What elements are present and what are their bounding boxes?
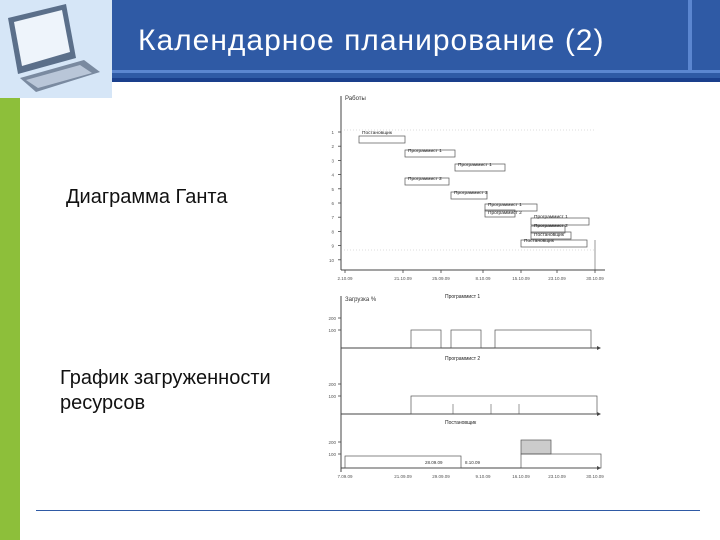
- load-block: [495, 330, 591, 348]
- header-divider: [112, 70, 720, 73]
- gantt-x-tick-label: 15.10.09: [512, 276, 530, 281]
- gantt-y-tick-label: 5: [331, 186, 334, 192]
- load-axis-title: Загрузка %: [345, 297, 377, 303]
- load-x-tick-label: 7.09.09: [337, 474, 353, 479]
- gantt-bar-label: Программист 1: [458, 163, 492, 168]
- gantt-x-tick-label: 30.10.09: [586, 276, 604, 281]
- load-label-line1: График загруженности: [60, 367, 271, 389]
- gantt-y-tick-label: 7: [331, 215, 334, 221]
- load-block: [411, 330, 441, 348]
- gantt-bar-label: Программист 2: [534, 224, 568, 229]
- load-y-tick-label: 200: [328, 440, 336, 445]
- header-vertical-divider: [688, 0, 692, 70]
- load-block: [521, 440, 551, 454]
- gantt-label: Диаграмма Ганта: [66, 186, 228, 208]
- gantt-y-tick-label: 3: [331, 158, 334, 164]
- gantt-bar-label: Программист 1: [534, 215, 568, 220]
- load-x-tick-label: 9.10.09: [475, 474, 491, 479]
- load-resource-label: Программист 1: [445, 294, 481, 300]
- load-label-line2: ресурсов: [60, 392, 146, 414]
- gantt-bar-label: Программист 2: [454, 191, 488, 196]
- resource-load-diagram: [325, 292, 615, 482]
- load-y-tick-label: 200: [328, 316, 336, 321]
- gantt-x-tick-label: 23.10.09: [548, 276, 566, 281]
- load-rows: [328, 294, 601, 470]
- gantt-bar-label: Программист 1: [408, 149, 442, 154]
- gantt-y-tick-label: 9: [331, 243, 334, 249]
- load-date-label: 8.10.09: [465, 460, 481, 465]
- gantt-bar: [359, 136, 405, 143]
- gantt-y-tick-label: 1: [331, 130, 334, 135]
- gantt-y-tick-label: 4: [331, 172, 334, 178]
- load-block: [521, 454, 601, 468]
- gantt-y-tick-label: 2: [331, 144, 334, 150]
- load-resource-label: Постановщик: [445, 420, 477, 426]
- gantt-y-ticks: [329, 130, 341, 263]
- gantt-x-tick-label: 8.10.09: [475, 276, 491, 281]
- gantt-x-tick-label: 2.10.09: [337, 276, 353, 281]
- bottom-divider: [36, 510, 700, 511]
- gantt-bar-label: Программист 2: [408, 177, 442, 182]
- computer-icon: [0, 0, 112, 98]
- load-label: [60, 366, 271, 416]
- gantt-y-tick-label: 10: [328, 257, 334, 263]
- load-x-tick-label: 16.10.09: [512, 474, 530, 479]
- gantt-bar-label: Постановщик: [362, 131, 392, 136]
- gantt-x-tick-label: 21.10.09: [394, 276, 412, 281]
- load-y-tick-label: 100: [328, 452, 336, 457]
- gantt-bar-label: Постановщик: [524, 239, 554, 244]
- load-x-tick-label: 30.10.09: [586, 474, 604, 479]
- load-x-tick-label: 23.10.09: [548, 474, 566, 479]
- load-resource-label: Программист 2: [445, 356, 481, 362]
- gantt-y-tick-label: 8: [331, 229, 334, 235]
- load-x-tick-label: 29.09.09: [432, 474, 450, 479]
- load-y-tick-label: 100: [328, 328, 336, 333]
- load-axis-arrow: [597, 412, 601, 416]
- load-axis-arrow: [597, 346, 601, 350]
- load-block: [411, 396, 597, 414]
- load-y-tick-label: 100: [328, 394, 336, 399]
- load-x-ticks: [337, 474, 604, 479]
- gantt-axis-title: Работы: [345, 96, 366, 102]
- gantt-diagram: [325, 90, 615, 286]
- load-y-tick-label: 200: [328, 382, 336, 387]
- left-accent-bar: [0, 98, 20, 540]
- gantt-x-ticks: [337, 270, 604, 281]
- load-block: [451, 330, 481, 348]
- load-x-tick-label: 21.09.09: [394, 474, 412, 479]
- gantt-bars: [341, 130, 595, 270]
- gantt-bar-label: Постановщик: [534, 233, 564, 238]
- gantt-y-tick-label: 6: [331, 201, 334, 206]
- load-block: [345, 456, 461, 468]
- computer-logo: [0, 0, 112, 98]
- gantt-bar-label: Программист 1: [488, 203, 522, 208]
- gantt-bar-label: Программист 2: [488, 211, 522, 216]
- gantt-x-tick-label: 25.09.09: [432, 276, 450, 281]
- load-date-label: 28.09.09: [425, 460, 443, 465]
- slide-title: Календарное планирование (2): [138, 24, 605, 57]
